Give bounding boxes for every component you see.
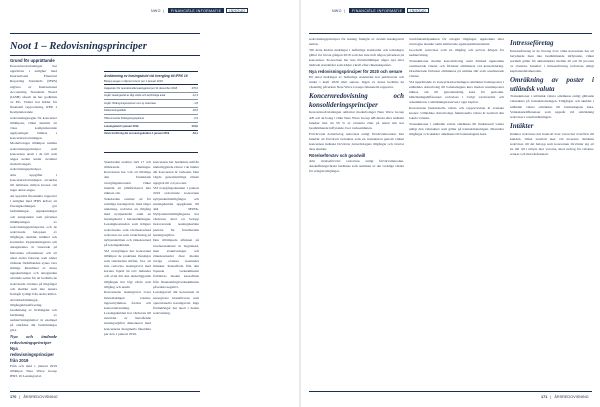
running-head-section-3[interactable]: INHOUD — [407, 8, 429, 13]
paragraph: Vid upprättande av koncernredovisningen omräknas balansposter i utländska dotterbolag till balansdagens kurs medan resultatposter räknas om till genomsnittlig kurs för perioden. Omräkningsdifferenser redovisas i övrigt totalresultat och ackumuleras i omräkningsreserven i eget kapital. — [409, 79, 504, 105]
paragraph: Att upprätta finansiella rapporter i enlighet med IFRS kräver att företagsledningen gör bedömningar, uppskattningar och antaganden som påverkar tillämpningen av redovisningsprinciperna och de redovisade beloppen av tillgångar, skulder, intäkter och kostnader. Uppskattningarna och antagandena är baserade på historiska erfarenheter och ett antal andra faktorer som under rådande förhållanden synes vara rimliga. Resultatet av dessa uppskattningar och antaganden används sedan för att bedöma de redovisade värdena på tillgångar och skulder som inte annars framgår tydligt från andra källor. — [10, 193, 57, 296]
heading-rorelseforvarv: Rörelseförvärv och goodwill — [309, 152, 366, 158]
right-column-1 — [309, 37, 404, 175]
left-column-3 — [153, 160, 199, 317]
paragraph: Till detta ändras ändringar i befintliga standarder och tolkningar gäller för första gången 2019 som har inte haft någon påverkan på koncernen. Koncernen har inte förtidstillämpat några nya eller ändrade standarder som träder i kraft efter räkenskapsåret. — [309, 47, 404, 68]
paragraph: Transaktioner i utländsk valuta omräknas till funktionell valuta enligt den valutakurs som gäller på transaktionsdagen. Monetära tillgångar och skulder omräknas till balansdagens kurs. — [409, 122, 504, 137]
paragraph: koncernen har beräknats utifrån underliggande räntor i de länder där koncernen är verksam. Den vägda genomsnittliga räntan uppgick till 2,4 procent. — [153, 160, 199, 185]
paragraph: Vid övergången har koncernen tillämpat de praktiska lösningar som standarden tillåter, bl.a. att inte redovisa leasingavtal med kortare löptid än tolv månader och avtal där den underliggande tillgången har lågt värde som tillgång och skuld. — [104, 248, 151, 289]
bottom-rule-right — [309, 391, 592, 392]
paragraph: Intäkter redovisas när kontroll över varan har överförts till kunden, vilket normalt sker vid leverans. Intäkten redovisas till det belopp som koncernen förväntar sig att ha rätt till i utbyte mot varorna, med avdrag för rabatter, returer och mervärdesskatt. — [510, 131, 594, 157]
paragraph: Alla rörelseförvärv redovisas enligt förvärvsmetoden. Anskaffningsvärdet beräknas som summan av det verkliga värdet för erlagda tillgångar. — [309, 158, 404, 173]
heading-koncernredovisning: Koncernredovisning och konsolideringsprinciper — [309, 92, 404, 109]
paragraph: Vid övergångsdatumet 1 januari 2019 redovisade koncernen nyttjanderättstillgångar och leasingskulder uppgående till 444 MSEK. Nyttjanderättstillgångarna har värderats med ett belopp motsvarande leasingskulden justerat för förutbetalda leasingavgifter. — [153, 186, 199, 237]
left-column-1 — [10, 58, 57, 380]
footer-label: ÅRSREDOVISNING — [554, 395, 589, 399]
paragraph: Koncernredovisningen omfattar moderbolaget Nere Wave Group AB och de bolag i vilka Nere Wave Group AB direkt eller indirekt innehar mer än 50 % av rösterna eller på annat sätt har bestämmande inflytande över verksamheten. — [309, 110, 404, 130]
running-head-section-1[interactable]: NWO — [151, 8, 161, 13]
paragraph: redovisningsprinciper för leasing framgår av avsnitt leasingavtal nedan. — [309, 37, 404, 47]
heading-grund: Grund för upprättande — [10, 58, 55, 63]
heading-omrakning: Omräkning av poster i utländsk valuta — [510, 76, 594, 93]
paragraph: Koncernredovisningen har upprättats i enlighet med International Financial Reporting Standards (IFRS) utgivna av International Accounting Standards Board (IASB) såsom de har godkänts av EU. Vidare har Rådet för finansiell rapportering, RFR 1 Kompletterande redovisningsregler för koncerner tillämpats, vilket innebär att vissa kompletterande upplysningar lämnas i koncernredovisningen. Moderbolaget tillämpar samma redovisningsprinciper som koncernen utom i de fall som anges nedan under avsnittet moderbolagets redovisningsprinciper. — [10, 64, 57, 172]
right-page — [301, 0, 600, 407]
paragraph: Avtalsbedömningar, tillgångsklassificering, bestämning av livslängder och beräkning av nedskrivningsbehov är exempel på områden där bedömningar görs. — [10, 297, 57, 333]
footer-label: ÅRSREDOVISNING — [23, 395, 58, 399]
running-head-right: NWO | FINANCIËLE INFORMATIE INHOUD — [332, 6, 429, 15]
footer-right — [541, 395, 589, 399]
table-row: Tillkommande förlängningsoptioner -0,9 — [104, 115, 198, 123]
footer-separator: | — [19, 395, 21, 399]
paragraph: Standarden ersätter IAS 17 och tillhörande tolkningar. Koncernen har valt att tillämpa den förenklade övergångsmetoden vilket innebär att jämförelsetal inte räknats om. — [104, 160, 151, 195]
right-column-3 — [510, 37, 594, 158]
table-total-row: Leasingskuld 1 januari 2019 444,0 — [104, 123, 198, 131]
table-footnote: Varav kortfristig del av leasingskulden 1 januari 2019 -64,1 — [104, 132, 198, 136]
paragraph: överlåtelsetidpunkten för erlagda tillgångar, uppkomna eller övertagna skulder samt emitterade egetkapitalinstrument. — [409, 37, 504, 47]
paragraph: Leasingavtal där koncernen är leasegivare klassificeras som operationella leasingavtal. Inga förändringar har skett i denna redovisning. — [153, 290, 199, 316]
paragraph: Goodwill redovisas som en tillgång och prövas årligen för nedskrivning. — [409, 47, 504, 57]
footer-separator: | — [550, 395, 552, 399]
table-row: Avgår: leasingavtal av lågt värde och kortfristiga avtal -12,3 — [104, 93, 198, 101]
title-rule — [10, 55, 200, 56]
bottom-rule-left — [10, 391, 200, 392]
page-number: 171 — [541, 395, 548, 399]
table-title: Avstämning av leasingskuld vid övergång till IFRS 16 — [104, 74, 188, 78]
left-page — [0, 0, 299, 407]
right-column-2 — [409, 37, 504, 138]
heading-nya-2019: Nya redovisningsprinciper från 2019 — [10, 346, 54, 364]
paragraph: Den tillämpade effekten på rörelseresultatet är begränsad, men avskrivningar och räntekostnader ökar medan övriga externa kostnader minskar. Kassaflöde från den löpande verksamheten förbättras medan kassaflöde från finansieringsverksamheten påverkas negativt. — [153, 238, 199, 289]
heading-intresseforetag: Intresseföretag — [510, 39, 554, 47]
paragraph: Alla uppgifter i koncernredovisningen avrundas till närmaste miljon kronor om inget annat anges. — [10, 172, 57, 193]
paragraph: Koncernens funktionella valuta och rapportvaluta är svenska kronor. Utländska dotterbolags funktionella valuta är normalt den lokala valutan. — [409, 106, 504, 121]
page-title: Noot 1 – Redovisningsprinciper — [10, 41, 147, 52]
running-head-section-1[interactable]: NWO — [332, 8, 342, 13]
paragraph: Transaktioner i utländsk valuta omräknas enligt gällande valutakurs på transaktionsdagen. Tillgångar och skulder i utländsk valuta omräknas till balansdagens kurs. Valutakursdifferenser som uppstår vid omräkning redovisas i resultaträkningen. — [510, 94, 594, 119]
running-head-section-3[interactable]: INHOUD — [226, 8, 248, 13]
footer-left — [10, 395, 58, 399]
paragraph: Transaktioner mellan koncernbolag samt därmed uppkomna orealiserade vinster och förluster elimineras vid konsolidering. Orealiserade förluster elimineras på samma sätt som orealiserade vinster. — [409, 58, 504, 79]
paragraph: Förvärvade dotterbolag redovisas enligt förvärvsmetoden. Det innebär att förvärvet betraktas som en transaktion genom vilken koncernen indirekt förvärvar dotterbolagets tillgångar och övertar dess skulder. — [309, 131, 404, 151]
running-head-section-2[interactable]: FINANCIËLE INFORMATIE — [349, 8, 405, 13]
running-head-left: NWO | FINANCIËLE INFORMATIE INHOUD — [151, 6, 248, 15]
table-row: Diskonteringseffekt -18,5 — [104, 108, 198, 116]
table-row: Avgår: förlängningsoptioner som ej redovisas -1,8 — [104, 100, 198, 108]
running-head-section-2[interactable]: FINANCIËLE INFORMATIE — [168, 8, 224, 13]
top-rule-left — [10, 33, 200, 34]
paragraph: Intresseföretag är de företag över vilka koncernen har ett betydande men inte bestämmande inflytande, vilket normalt gäller för aktieinnehav mellan 20 och 50 procent av rösterna. Innehav i intresseföretag redovisas enligt kapitalandelsmetoden. — [510, 48, 594, 74]
page-number: 170 — [10, 395, 17, 399]
top-rule-right — [309, 33, 592, 34]
paragraph: Koncernens leasingavtal avser huvudsakligen lokaler, lagerutrymmen, fordon och kontorsutrustning. Leasingskulden har värderats till nuvärdet av återstående leasingavgifter diskonterat med koncernens marginella låneränta per den 1 januari 2019. — [104, 290, 151, 336]
heading-nya-2020: Nya redovisningsprinciper för 2020 och senare — [309, 68, 403, 74]
left-column-2 — [104, 160, 151, 337]
leasing-table — [104, 71, 198, 153]
heading-intakter: Intäkter — [510, 122, 534, 131]
paragraph: Från och med 1 januari 2019 tillämpar Nere Wave Group IFRS 16 Leasingavtal. — [10, 364, 57, 379]
table-row: Åtaganden för operationella leasingavtal per 31 december 2018 476,6 — [104, 85, 198, 93]
paragraph: Standarden ersätter att för samtliga leasingavtal, med några undantag, redovisa en tillgång med nyttjanderätt samt en leasingskuld i balansräkningen. Leasingkostnaden som tidigare redovisades som rörelsekostnad redovisas nu som avskrivning på nyttjanderätten och räntekostnad på leasingskulden. — [104, 196, 151, 247]
paragraph: Ett antal ändringar av befintliga standarder har publicerats och träder i kraft 2020 eller senare. Ingen av dessa bedöms ha väsentlig påverkan Nere Wave Groups finansiella rapporter. — [309, 74, 404, 90]
heading-nya: Nya och ändrade redovisningsprinciper — [10, 334, 57, 346]
table-subtitle: Belopp anges i miljoner kronor per 1 januari 2019 — [104, 80, 198, 86]
